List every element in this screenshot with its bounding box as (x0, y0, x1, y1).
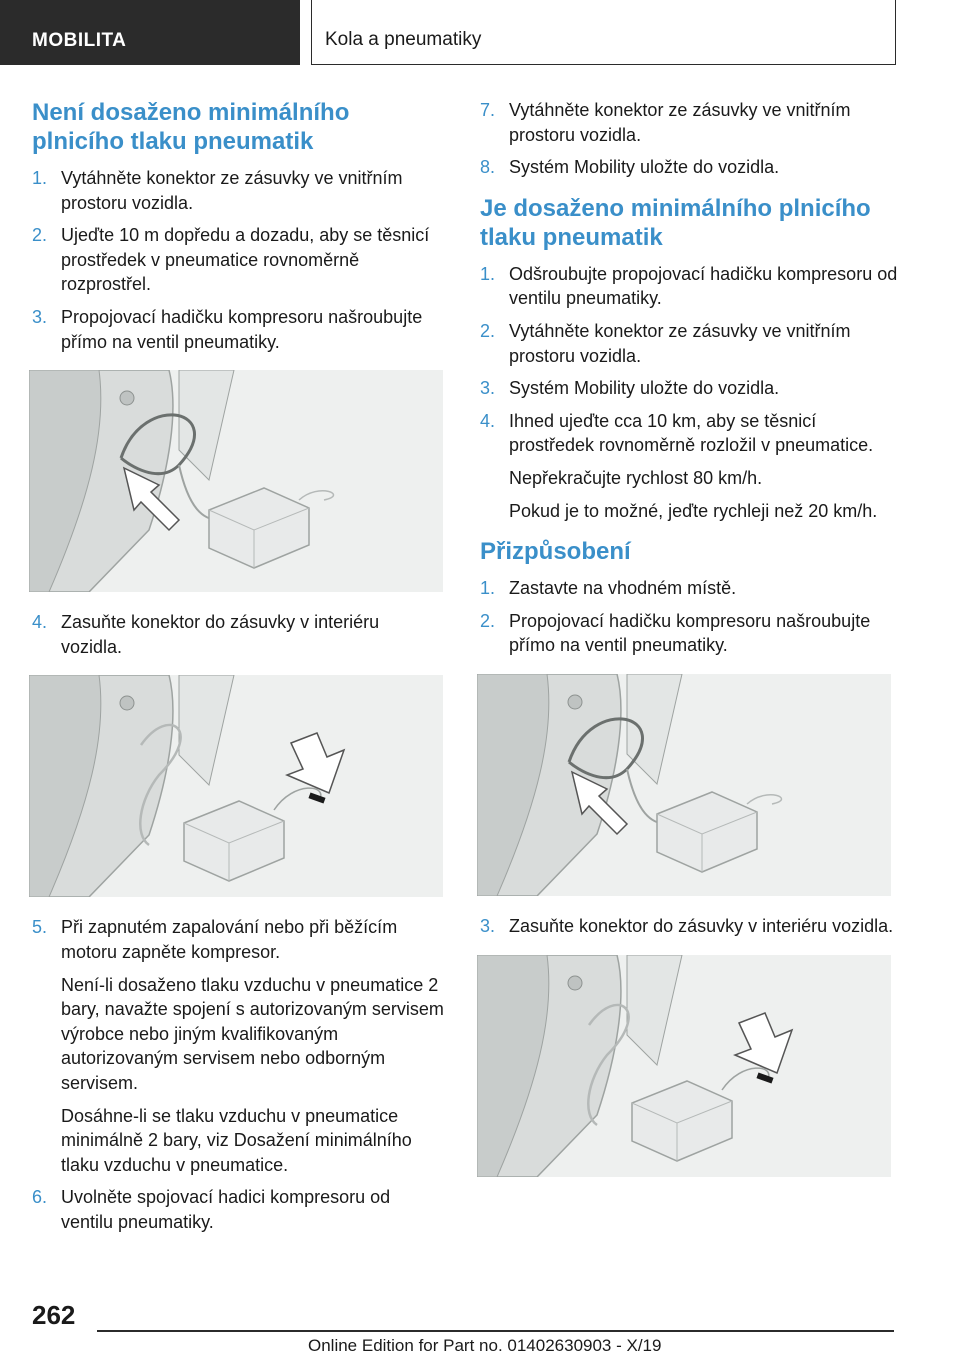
list-item (480, 409, 898, 458)
list-item (480, 609, 898, 658)
step-number: 1. (480, 578, 496, 599)
section-heading-reached: Je dosaženo minimálního plnicího tlaku pneumatik (480, 194, 871, 251)
list-item (480, 376, 898, 401)
step-text: Vytáhněte konektor ze zásuvky ve vnitřním prostoru vozidla. (509, 100, 851, 145)
step-text: Zastavte na vhodném místě. (509, 578, 737, 599)
footer-divider (97, 1330, 894, 1332)
step-text: Vytáhněte konektor ze zásuvky ve vnitřním prostoru vozidla. (61, 168, 403, 213)
note-paragraph: Pokud je to možné, jeďte rychleji než 20 km/h. (509, 500, 878, 521)
note-paragraph: Není-li dosaženo tlaku vzduchu v pneumatice 2 bary, navažte spojení s autorizovaným servisem výrobce nebo jiným kvalifikovaným autorizovaným servisem nebo odborným servisem. (61, 974, 444, 1093)
compressor-illustration (29, 370, 443, 592)
step-text: Ihned ujeďte cca 10 km, aby se těsnicí prostředek rovnoměrně rozložil v pneumatice. (509, 410, 874, 456)
step-text: Uvolněte spojovací hadici kompresoru od ventilu pneumatiky. (61, 1187, 391, 1232)
compressor-plug-illustration (29, 675, 443, 897)
figure-compressor-hose-on-valve-2 (477, 674, 891, 896)
step-number: 7. (480, 100, 496, 120)
step-number: 6. (32, 1187, 48, 1208)
header-chapter-box (311, 0, 896, 65)
list-item (480, 262, 898, 311)
step-text: Zasuňte konektor do zásuvky v interiéru vozidla. (61, 612, 380, 657)
step-number: 8. (480, 157, 496, 178)
list-item (480, 576, 898, 601)
step-number: 4. (480, 410, 496, 431)
list-item (32, 915, 444, 964)
list-item (32, 223, 444, 297)
right-column (480, 98, 898, 1195)
step-text: Zasuňte konektor do zásuvky v interiéru vozidla. (509, 915, 894, 936)
figure-plug-into-socket-2 (477, 955, 891, 1177)
list-item (32, 305, 444, 354)
page-number: 262 (32, 1300, 76, 1330)
header-section-tab (0, 0, 300, 65)
step-number: 2. (480, 610, 496, 631)
step-text: Při zapnutém zapalování nebo při běžícím motoru zapněte kompresor. (61, 917, 398, 962)
list-item (32, 1185, 444, 1234)
step-number: 1. (32, 168, 48, 188)
step-number: 3. (480, 378, 496, 399)
list-item (480, 914, 898, 939)
list-item (480, 98, 898, 147)
list-item (32, 610, 444, 659)
figure-compressor-hose-on-valve (29, 370, 443, 592)
list-item (32, 166, 444, 215)
list-item (480, 319, 898, 368)
step-number: 1. (480, 263, 496, 284)
step-number: 3. (480, 915, 496, 936)
footer-edition: Online Edition for Part no. 01402630903 - X/19 (308, 1336, 662, 1355)
step-text: Propojovací hadičku kompresoru našroubujte přímo na ventil pneumatiky. (509, 610, 871, 656)
figure-plug-into-socket (29, 675, 443, 897)
step-text: Vytáhněte konektor ze zásuvky ve vnitřním prostoru vozidla. (509, 320, 851, 366)
step-text: Odšroubujte propojovací hadičku kompresoru od ventilu pneumatiky. (509, 263, 898, 309)
header-chapter-label: Kola a pneumatiky (325, 29, 482, 50)
compressor-illustration (477, 674, 891, 896)
compressor-plug-illustration (477, 955, 891, 1177)
left-column (32, 98, 444, 1242)
list-item (480, 155, 898, 180)
step-number: 2. (480, 320, 496, 341)
section-heading-adjust: Přizpůsobení (480, 538, 631, 566)
note-paragraph: Dosáhne-li se tlaku vzduchu v pneumatice minimálně 2 bary, viz Dosažení minimálního tlaku vzduchu v pneumatice. (61, 1105, 412, 1175)
step-text: Propojovací hadičku kompresoru našroubujte přímo na ventil pneumatiky. (61, 306, 423, 352)
step-text: Ujeďte 10 m dopředu a dozadu, aby se těsnicí prostředek v pneumatice rovnoměrně rozprostřel. (61, 225, 430, 295)
step-number: 3. (32, 306, 48, 327)
note-paragraph: Nepřekračujte rychlost 80 km/h. (509, 467, 763, 488)
step-number: 4. (32, 612, 48, 633)
header-section-label: MOBILITA (32, 30, 127, 51)
step-text: Systém Mobility uložte do vozidla. (509, 378, 780, 399)
step-number: 2. (32, 225, 48, 246)
step-text: Systém Mobility uložte do vozidla. (509, 157, 780, 178)
section-heading-not-reached: Není dosaženo minimálního plnicího tlaku pneumatik (32, 99, 350, 155)
step-number: 5. (32, 917, 48, 938)
